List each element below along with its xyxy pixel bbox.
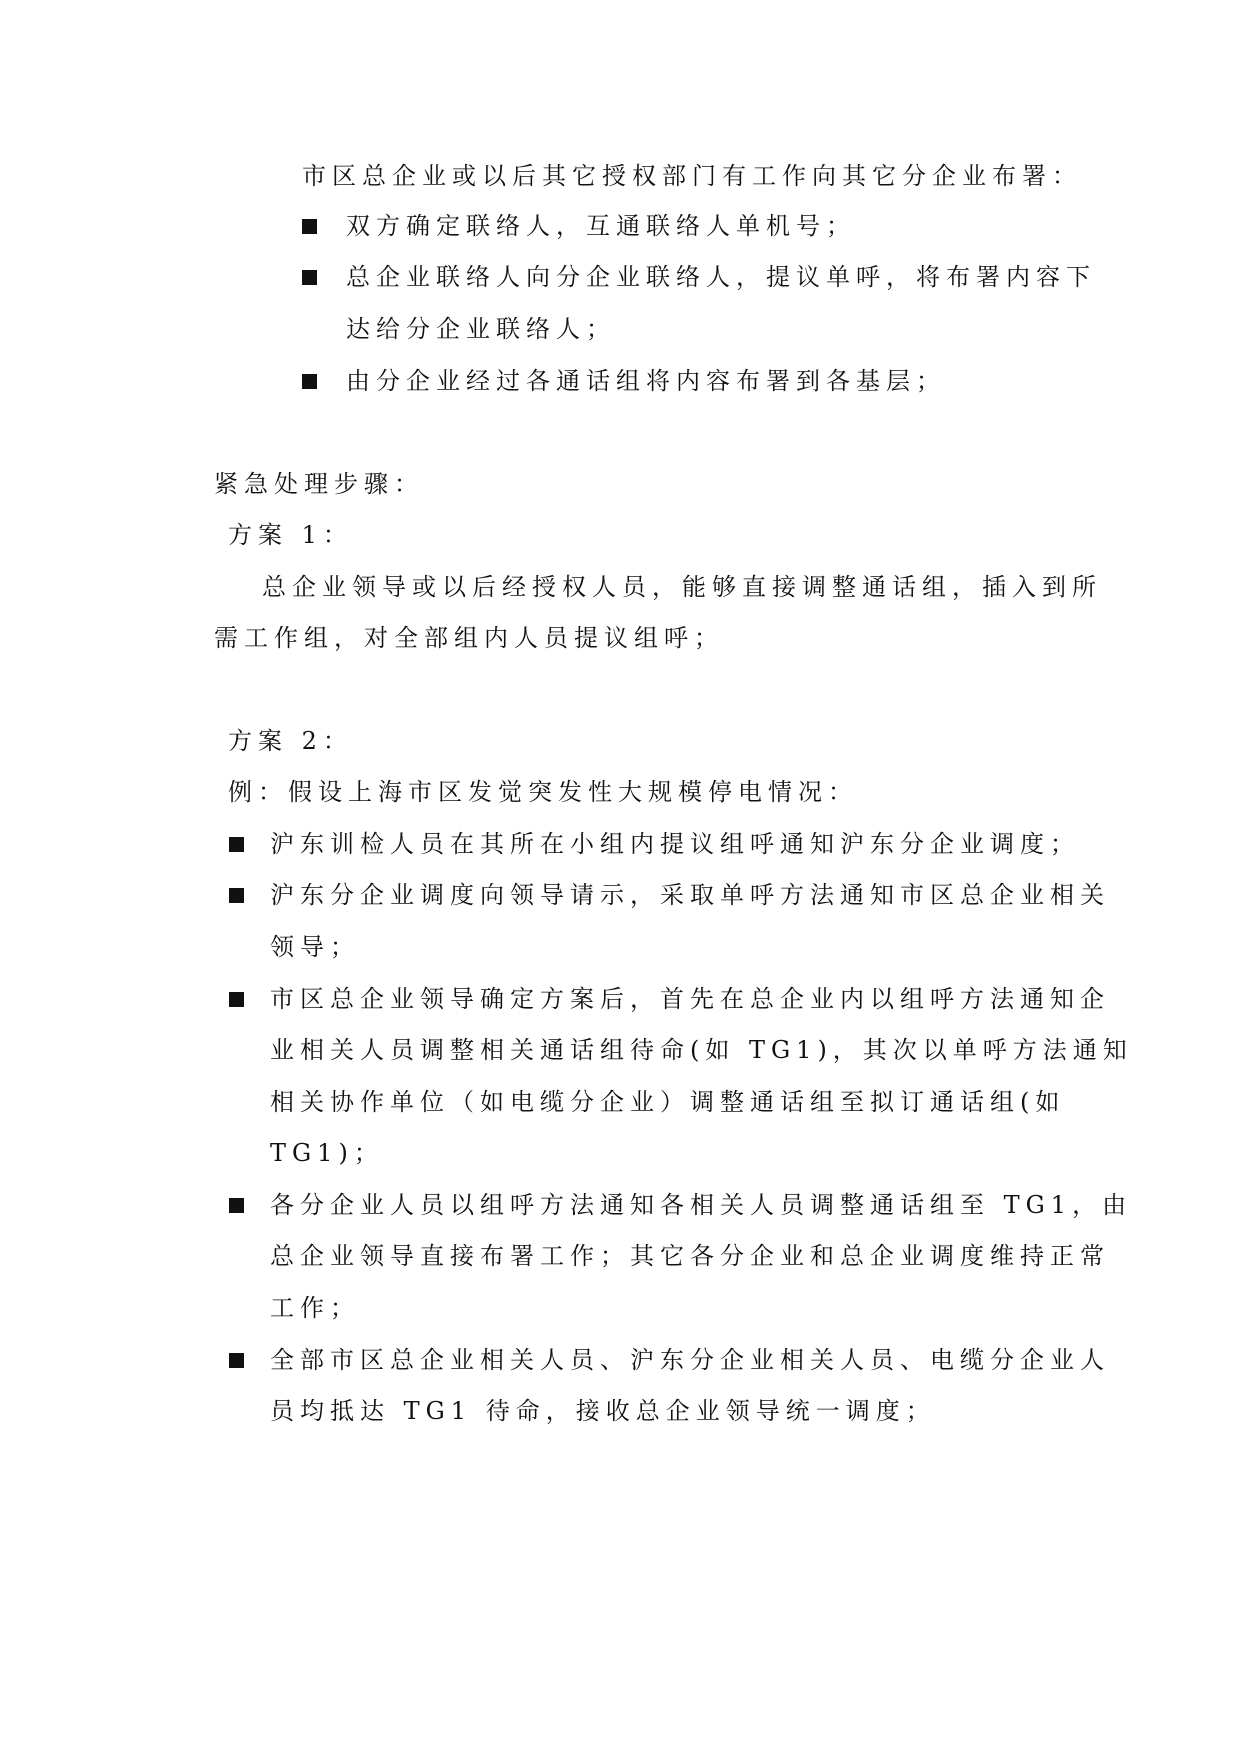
plan2-item-3-line-4: TG1)； — [270, 1139, 384, 1167]
plan2-title: 方案 2： — [228, 727, 353, 755]
section-a-item-2-line-2: 达给分企业联络人； — [346, 315, 616, 343]
plan1-title: 方案 1： — [228, 521, 353, 549]
plan2-example: 例：假设上海市区发觉突发性大规模停电情况： — [228, 778, 858, 806]
plan2-item-4-line-1: 各分企业人员以组呼方法通知各相关人员调整通话组至 TG1，由 — [270, 1191, 1133, 1219]
plan2-item-3-line-3: 相关协作单位（如电缆分企业）调整通话组至拟订通话组(如 — [270, 1088, 1066, 1116]
plan2-item-4-line-2: 总企业领导直接布署工作；其它各分企业和总企业调度维持正常 — [270, 1242, 1110, 1270]
bullet-square-icon — [229, 992, 244, 1007]
section-a-item-1: 双方确定联络人，互通联络人单机号； — [346, 212, 856, 240]
plan2-item-3-line-2: 业相关人员调整相关通话组待命(如 TG1)，其次以单呼方法通知 — [270, 1036, 1133, 1064]
plan2-item-2-line-2: 领导； — [270, 933, 360, 961]
bullet-square-icon — [302, 374, 317, 389]
section-a-item-3: 由分企业经过各通话组将内容布署到各基层； — [346, 367, 946, 395]
section-a-item-2-line-1: 总企业联络人向分企业联络人，提议单呼，将布署内容下 — [346, 263, 1096, 291]
plan2-item-4-line-3: 工作； — [270, 1294, 360, 1322]
plan2-item-5-line-1: 全部市区总企业相关人员、沪东分企业相关人员、电缆分企业人 — [270, 1346, 1110, 1374]
section-a-intro: 市区总企业或以后其它授权部门有工作向其它分企业布署： — [302, 162, 1082, 190]
bullet-square-icon — [302, 270, 317, 285]
plan2-item-3-line-1: 市区总企业领导确定方案后，首先在总企业内以组呼方法通知企 — [270, 985, 1110, 1013]
plan2-item-2-line-1: 沪东分企业调度向领导请示，采取单呼方法通知市区总企业相关 — [270, 881, 1110, 909]
bullet-square-icon — [229, 1353, 244, 1368]
bullet-square-icon — [229, 888, 244, 903]
plan1-line-1: 总企业领导或以后经授权人员，能够直接调整通话组，插入到所 — [262, 573, 1102, 601]
emergency-heading: 紧急处理步骤： — [214, 470, 424, 498]
plan2-item-1: 沪东训检人员在其所在小组内提议组呼通知沪东分企业调度； — [270, 830, 1080, 858]
bullet-square-icon — [229, 1198, 244, 1213]
plan1-line-2: 需工作组，对全部组内人员提议组呼； — [214, 624, 724, 652]
bullet-square-icon — [302, 219, 317, 234]
bullet-square-icon — [229, 837, 244, 852]
plan2-item-5-line-2: 员均抵达 TG1 待命，接收总企业领导统一调度； — [270, 1397, 936, 1425]
